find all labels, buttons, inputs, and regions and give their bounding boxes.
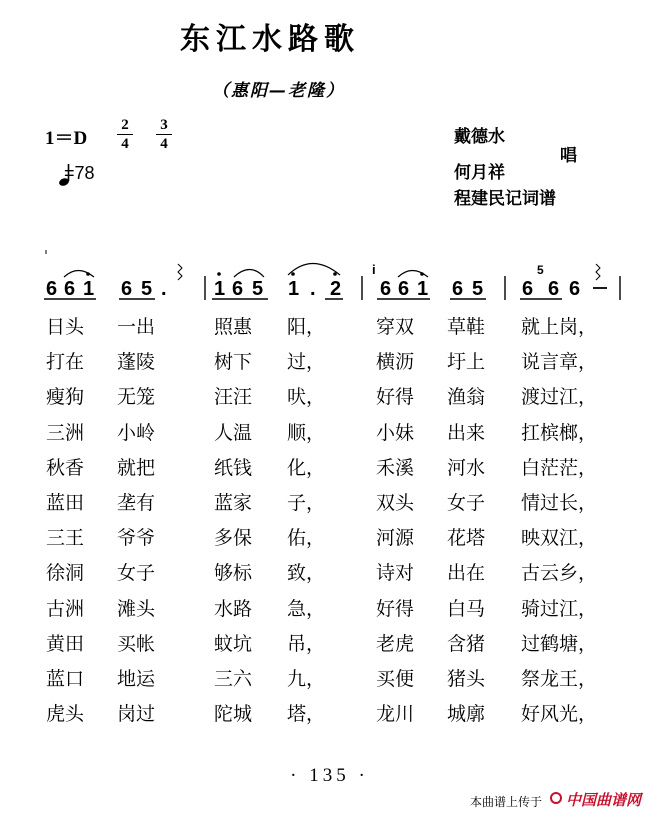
lyric-word: 垄有 [117,492,156,514]
lyric-word: 三六 [214,668,253,690]
measure-3 [372,262,486,300]
lyric-word: 纸钱 [214,456,253,479]
lyric-word: 穿双 [376,316,415,338]
svg-text:6: 6 [548,278,560,300]
lyric-word: 多保 [214,527,253,550]
svg-text:5: 5 [472,278,484,300]
svg-text:i: i [372,262,376,277]
lyric-word: 扛槟榔， [521,421,598,444]
lyric-word: 河水 [447,456,486,479]
lyric-word: 吠， [287,386,326,409]
lyrics-row [0,558,659,588]
lyric-word: 照惠 [214,316,253,338]
page-number: · 135 · [290,765,369,786]
lyric-word: 九， [287,668,326,690]
subtitle-route: （惠阳—老隆） [212,81,345,101]
svg-text:.: . [310,278,316,300]
lyric-word: 秋香 [46,456,85,479]
svg-text:1: 1 [83,278,95,300]
lyrics-row [0,453,659,483]
svg-text:5: 5 [537,263,544,277]
lyric-word: 过鹤塘， [521,632,598,655]
lyrics-row [0,629,659,659]
lyric-word: 一出 [117,316,156,338]
lyric-word: 好得 [376,597,415,620]
lyrics-row [0,418,659,448]
lyric-word: 花塔 [447,527,486,550]
lyric-word: 小岭 [117,421,156,444]
lyric-word: 阳， [287,316,326,338]
svg-text:6: 6 [522,278,534,300]
lyric-word: 好得 [376,386,415,409]
lyric-word: 女子 [117,562,156,585]
lyric-word: 过， [287,351,326,374]
lyrics-row [0,664,659,694]
lyrics-row [0,312,659,342]
lyrics-row [0,699,659,729]
lyric-word: 古云乡， [521,562,598,585]
tempo-marking: =78 [64,163,95,183]
key-signature: 1＝D [45,128,88,149]
lyric-word: 就上岗， [521,316,598,338]
svg-text:6: 6 [232,278,244,300]
lyrics-row [0,523,659,553]
lyrics-row [0,347,659,377]
lyric-word: 草鞋 [447,316,486,338]
lyric-word: 水路 [214,597,253,620]
lyric-word: 小妹 [376,421,415,444]
lyric-word: 城廓 [447,703,486,726]
singer-1: 戴德水 [454,127,505,147]
lyric-word: 渡过江， [521,386,598,409]
lyric-word: 瘦狗 [46,386,85,409]
lyric-word: 佑， [287,527,326,550]
singer-2: 何月祥 [454,163,505,183]
svg-text:.: . [161,278,167,300]
lyric-word: 出在 [447,562,486,585]
meter-denominator: 4 [160,136,168,152]
meter-numerator: 2 [121,117,129,133]
lyric-word: 急， [287,597,326,620]
lyric-word: 买便 [376,668,415,690]
lyrics-row [0,382,659,412]
lyric-word: 岗过 [117,703,156,726]
lyric-word: 三王 [46,527,85,550]
lyric-word: 够标 [214,562,253,585]
meter-3-4 [156,117,172,152]
sing-label: 唱 [560,146,577,166]
svg-text:6: 6 [46,278,58,300]
measure-1 [44,264,182,300]
page-title: 东江水路歌 [180,22,360,57]
brand-name: 中国曲谱网 [566,791,642,809]
lyrics-row [0,488,659,518]
measure-2 [212,264,343,301]
lyric-word: 出来 [447,421,486,444]
lyric-word: 就把 [117,456,156,479]
lyric-word: 树下 [214,351,253,374]
lyric-word: 蚊坑 [214,632,253,655]
lyric-word: 蓬陵 [117,351,156,374]
lyric-word: 日头 [46,316,85,338]
svg-text:1: 1 [417,278,429,300]
lyric-word: 诗对 [376,562,415,585]
lyric-word: 虎头 [46,703,85,726]
lyric-word: 爷爷 [117,527,156,550]
svg-text:6: 6 [569,278,581,300]
lyric-word: 三洲 [46,421,85,444]
svg-text:2: 2 [330,278,342,300]
lyric-word: 古洲 [46,597,85,620]
lyrics-row [0,594,659,624]
svg-text:1: 1 [214,278,226,300]
lyric-word: 猪头 [447,668,486,690]
lyric-word: 白茫茫， [521,456,598,479]
lyric-word: 化， [287,456,326,479]
lyric-word: 汪汪 [214,386,253,409]
lyric-word: 圩上 [447,351,486,374]
svg-text:1: 1 [288,278,300,300]
lyric-word: 白马 [447,597,486,620]
lyric-word: 龙川 [376,703,415,726]
lyric-word: 顺， [287,421,326,444]
lyric-word: 致， [287,562,326,585]
lyric-word: 老虎 [376,632,415,655]
lyric-word: 子， [287,492,326,514]
lyric-word: 滩头 [117,597,156,620]
lyric-word: 横沥 [376,351,415,374]
lyric-word: 女子 [447,492,486,514]
lyric-word: 吊， [287,632,326,655]
lyric-word: 禾溪 [376,456,415,479]
lyric-word: 人温 [214,421,253,444]
lyric-word: 好风光， [521,703,598,726]
lyric-word: 无笼 [117,386,156,409]
svg-text:5: 5 [252,278,264,300]
lyric-word: 河源 [376,527,415,550]
lyric-word: 双头 [376,492,415,514]
lyric-word: 黄田 [46,632,85,655]
measure-4 [520,263,607,300]
meter-2-4 [117,117,133,152]
lyric-word: 塔， [287,703,326,726]
lyric-word: 打在 [46,351,85,374]
lyric-word: 映双江， [521,527,598,550]
lyric-word: 买帐 [117,632,156,655]
lyric-word: 情过长， [521,492,598,514]
meter-numerator: 3 [160,117,168,133]
svg-text:6: 6 [452,278,464,300]
svg-text:5: 5 [141,278,153,300]
upload-note: 本曲谱上传于 [470,795,543,809]
lyric-word: 蓝口 [46,668,85,690]
lyric-word: 渔翁 [447,386,486,409]
notation-staff [0,240,659,300]
lyric-word: 蓝田 [46,492,85,514]
lyric-word: 祭龙王， [521,668,598,690]
lyric-word: 含猪 [447,632,486,655]
lyric-word: 说言章， [521,351,598,374]
svg-text:6: 6 [121,278,133,300]
lyric-word: 陀城 [214,703,253,726]
lyric-word: 地运 [117,668,156,690]
meter-denominator: 4 [121,136,129,152]
lyric-word: 蓝家 [214,492,253,514]
svg-text:6: 6 [380,278,392,300]
lyric-word: 骑过江， [521,597,598,620]
svg-text:6: 6 [64,278,76,300]
brand-logo-icon [550,792,562,804]
lyric-word: 徐洞 [46,562,85,585]
svg-text:6: 6 [398,278,410,300]
recorder-credit: 程建民记词谱 [454,189,556,209]
